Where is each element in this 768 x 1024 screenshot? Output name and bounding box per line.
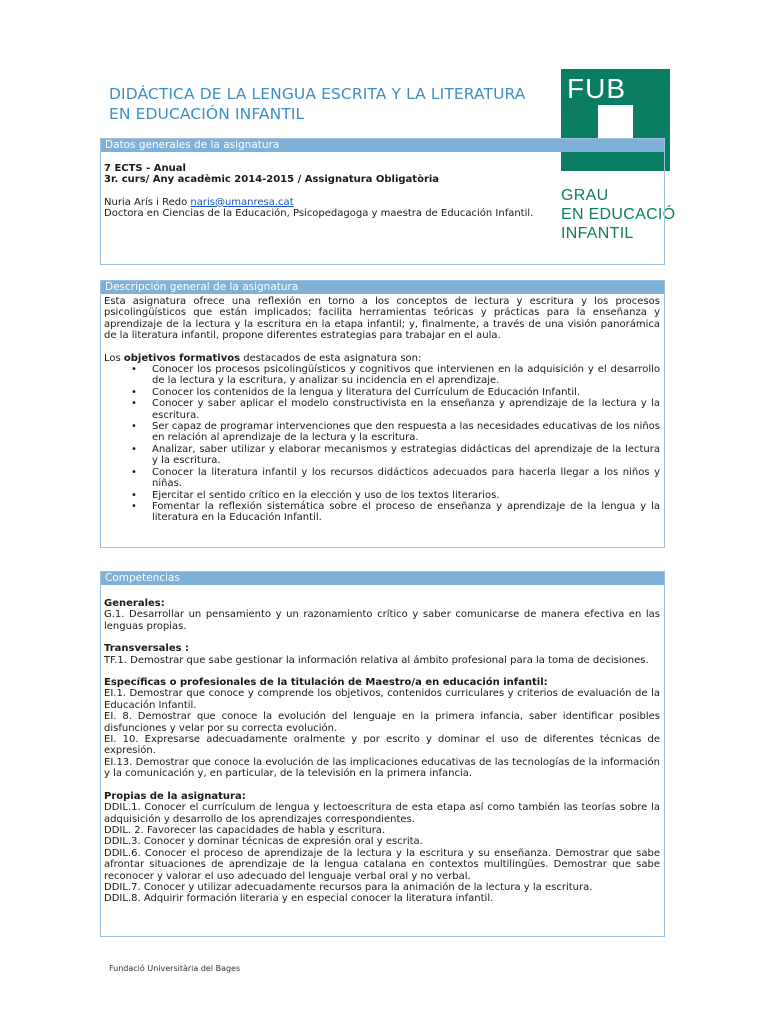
teacher-name: Nuria Arís i Redo (104, 196, 191, 208)
competence-item: DDIL.7. Conocer y utilizar adecuadamente recursos para la animación de la lectura y la escritura. (104, 881, 593, 893)
competence-item: G.1. Desarrollar un pensamiento y un razonamiento crítico y saber comunicarse de manera efectiva en las lenguas propias. (104, 609, 660, 632)
specific-competences-title: Específicas o profesionales de la titulación de Maestro/a en educación infantil: (104, 677, 548, 689)
subject-competences-title: Propias de la asignatura: (104, 790, 246, 802)
degree-line-1: GRAU (561, 187, 609, 204)
transversal-competences-title: Transversales : (104, 643, 190, 655)
competence-item: TF.1. Demostrar que sabe gestionar la información relativa al ámbito profesional para la toma de decisiones. (104, 654, 649, 666)
competence-item: DDIL.8. Adquirir formación literaria y en especial conocer la literatura infantil. (104, 893, 494, 905)
title-line-2: EN EDUCACIÓN INFANTIL (109, 105, 305, 123)
credits: 7 ECTS - Anual (104, 163, 186, 174)
competence-item: DDIL. 2. Favorecer las capacidades de habla y escritura. (104, 824, 386, 836)
objectives-intro: Los objetivos formativos destacados de esta asignatura son: (104, 352, 422, 364)
list-item: • Analizar, saber utilizar y elaborar mecanismos y estrategias didácticas del aprendizaje de la lectura y la escritura. (104, 444, 660, 467)
competence-item: DDIL.1. Conocer el currículum de lengua y lectoescritura de esta etapa así como también las teorías sobre la adquisición y desarrollo de los aprendizajes correspondientes. (104, 802, 660, 825)
course-info: 3r. curs/ Any acadèmic 2014-2015 / Assignatura Obligatòria (104, 174, 440, 186)
list-item: • Conocer la literatura infantil y los recursos didácticos adecuados para hacerla llegar a los niños y niñas. (104, 467, 660, 490)
footer-text: Fundació Universitària del Bages (109, 964, 241, 973)
description-box (100, 280, 665, 548)
teacher-email-link[interactable]: naris@umanresa.cat (190, 196, 294, 208)
degree-line-3: INFANTIL (561, 225, 634, 242)
general-data-box (100, 138, 665, 265)
teacher-bio: Doctora en Ciencias de la Educación, Psicopedagoga y maestra de Educación Infantil. (104, 208, 534, 220)
list-item: • Conocer los procesos psicolingüísticos y cognitivos que intervienen en la adquisición y el desarrollo de la lectura y la escritura, y analizar su incidencia en el aprendizaje. (104, 364, 660, 387)
list-item: • Fomentar la reflexión sistemática sobre el proceso de enseñanza y aprendizaje de la lengua y la literatura en la Educación Infantil. (104, 501, 660, 524)
logo-square-icon (598, 105, 633, 138)
competence-item: EI. 8. Demostrar que conoce la evolución del lenguaje en la primera infancia, saber identificar posibles disfunciones y velar por su correcta evolución. (104, 711, 660, 734)
degree-line-2: EN EDUCACIÓ (561, 206, 676, 223)
description-intro: Esta asignatura ofrece una reflexión en torno a los conceptos de lectura y escritura y los procesos psicolingüísticos que están implicados; facilita herramientas teóricas y prácticas para la enseñanza y aprendizaje de la lectura y la escritura en la etapa infantil; y, finalmente, a través de una visión panorámica de la literatura infantil, propone diferentes estrategias para trabajar en el aula. (104, 296, 660, 342)
description-header: Descripción general de la asignatura (101, 281, 664, 294)
competence-item: EI.13. Demostrar que conoce la evolución de las implicaciones educativas de las tecnologías de la información y la comunicación y, en particular, de la televisión en la primera infancia. (104, 756, 660, 780)
competence-item: EI.1. Demostrar que conoce y comprende los objetivos, contenidos curriculares y criterios de evaluación de la Educación Infantil. (104, 688, 660, 711)
list-item: • Conocer y saber aplicar el modelo constructivista en la enseñanza y aprendizaje de la lectura y la escritura. (104, 398, 660, 421)
competences-box (100, 571, 665, 937)
competence-item: DDIL.6. Conocer el proceso de aprendizaje de la lectura y la escritura y su enseñanza. Demostrar que sabe afrontar situaciones de aprendizaje de la lengua catalana en contextos multilingües. Demostrar que sabe reconocer y valorar el uso adecuado del lenguaje verbal oral y no verbal. (104, 847, 660, 882)
competence-item: EI. 10. Expresarse adecuadamente oralmente y por escrito y dominar el uso de diferentes técnicas de expresión. (104, 734, 660, 757)
title-line-1: DIDÁCTICA DE LA LENGUA ESCRITA Y LA LITERATURA (109, 85, 526, 103)
list-item: • Ejercitar el sentido crítico en la elección y uso de los textos literarios. (104, 490, 660, 501)
competences-header: Competencias (101, 572, 664, 585)
competence-item: DDIL.3. Conocer y dominar técnicas de expresión oral y escrita. (104, 836, 423, 848)
list-item: • Ser capaz de programar intervenciones que den respuesta a las necesidades educativas de los niños en relación al aprendizaje de la lectura y la escritura. (104, 421, 660, 444)
general-data-header: Datos generales de la asignatura (101, 139, 664, 152)
logo-text: FUB (567, 73, 626, 104)
general-competences-title: Generales: (104, 598, 165, 609)
objectives-list (104, 364, 660, 524)
teacher-line (104, 197, 660, 208)
document-title (109, 84, 559, 124)
list-item: • Conocer los contenidos de la lengua y literatura del Currículum de Educación Infantil. (104, 387, 660, 398)
